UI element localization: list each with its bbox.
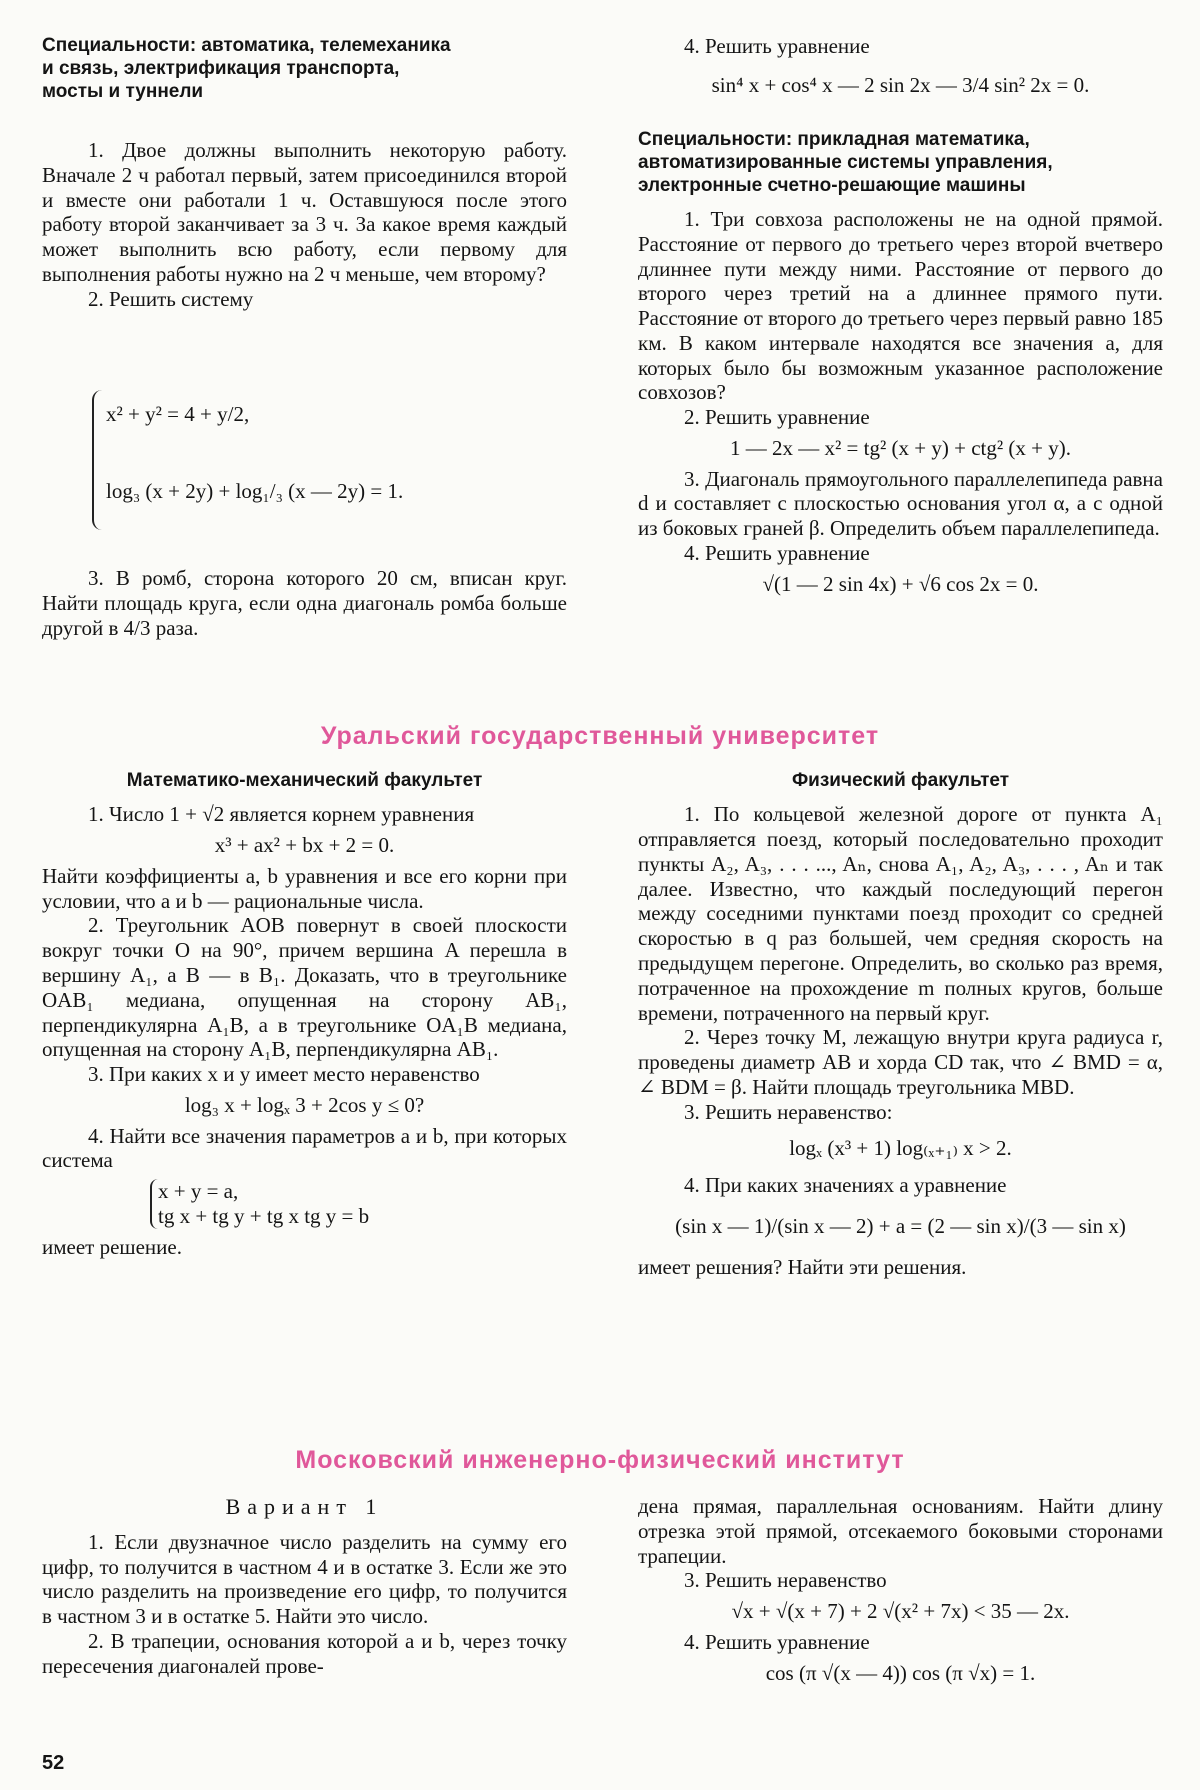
problem-text: 4. При каких значениях a уравнение [684,1173,1007,1198]
institute-title: Московский инженерно-физический институт [295,1446,905,1474]
section3-left-column [42,1494,567,1679]
problem-text: 2. Через точку M, лежащую внутри круга радиуса r, проведены диаметр AB и хорда CD так, что ∠ BMD = α, ∠ BDM = β. Найти площадь треугольника MBD. [638,1025,1163,1099]
equation: (sin x — 1)/(sin x — 2) + a = (2 — sin x)/(3 — sin x) [675,1213,1126,1238]
equation-line: log₃ (x + 2y) + log₁/₃ (x — 2y) = 1. [106,478,404,503]
equation: √(1 — 2 sin 4x) + √6 cos 2x = 0. [762,571,1039,596]
equation: cos (π √(x — 4)) cos (π √x) = 1. [765,1660,1036,1685]
section1-left-column [42,34,567,104]
problem-text: 3. При каких x и y имеет место неравенство [88,1062,480,1087]
problem-text: 3. Решить неравенство: [684,1099,893,1124]
inequality: log₃ x + logₓ 3 + 2cos y ≤ 0? [184,1092,425,1117]
section2-left-column [42,770,567,1259]
problem-text: 4. Решить уравнение [684,34,870,58]
inequality: logₓ (x³ + 1) log₍ₓ₊₁₎ x > 2. [789,1136,1012,1161]
problem-text: 1. Три совхоза расположены не на одной прямой. Расстояние от первого до третьего через второй вчетверо длиннее пути между ними. Расстояние от первого до второго через третий на a длиннее прямого пути. Расстояние от второго до третьего через первый равно 185 км. В каком интервале находятся все значения a, для которых было бы возможным указанное расположение совхозов? [638,207,1163,405]
problem-text: 3. Решить неравенство [684,1568,887,1593]
problem-text: 4. Решить уравнение [684,541,870,565]
problem-text: 3. В ромб, сторона которого 20 см, вписан круг. Найти площадь круга, если одна диагональ ромба больше другой в 4/3 раза. [42,566,567,640]
problem-text: имеет решение. [42,1234,182,1259]
equation: x³ + ax² + bx + 2 = 0. [214,833,395,858]
specialties-heading [638,128,1163,198]
problem-text: 1. Двое должны выполнить некоторую работу. Вначале 2 ч работал первый, затем присоединился второй и вместе они работали 1 ч. Оставшуюся после этого работу второй заканчивает за 3 ч. За какое время каждый может выполнить всю работу, если первому для выполнения работы нужно на 2 ч меньше, чем второму? [42,138,567,286]
equation-line: x + y = a, [158,1179,239,1204]
inequality: √x + √(x + 7) + 2 √(x² + 7x) < 35 — 2x. [731,1599,1070,1624]
faculty-heading: Физический факультет [791,770,1010,791]
problem-text: 1. Если двузначное число разделить на сумму его цифр, то получится в частном 4 и в остатке 3. Если же это число разделить на произведение его цифр, то получится в частном 3 и в остатке 5. Найти это число. [42,1529,567,1629]
spec-line: автоматизированные системы управления, [638,151,1053,173]
problem-text: 2. Решить уравнение [684,405,870,430]
problem-text: 3. Диагональ прямоугольного параллелепипеда равна d и составляет с плоскостью основания угол α, а с одной из боковых граней β. Определить объем параллелепипеда. [638,466,1163,541]
problem-text: имеет решения? Найти эти решения. [638,1254,967,1279]
section3-right-column [638,1494,1163,1691]
faculty-heading: Математико-механический факультет [126,770,483,791]
problem-text: 4. Найти все значения параметров a и b, при которых система [42,1123,567,1173]
problem-text: Найти коэффициенты a, b уравнения и все его корни при условии, что a и b — рациональные числа. [42,863,567,913]
section1-right-column [638,34,1163,603]
system-equations [92,390,546,530]
section2-right-column [638,770,1163,1279]
page-number: 52 [42,1752,65,1774]
problem-text: 1. Число 1 + √2 является корнем уравнения [88,802,475,827]
problem-text: 2. Треугольник AOB повернут в своей плоскости вокруг точки O на 90°, причем вершина A перешла в вершину A₁, а B — в B₁. Доказать, что в треугольнике OAB₁ медиана, опущенная на сторону AB₁, перпендикулярна A₁B, а в треугольнике OA₁B медиана, опущенная на сторону A₁B, перпендикулярна AB₁. [42,913,567,1062]
section1-left-problems [42,138,567,311]
spec-line: и связь, электрификация транспорта, [42,58,400,80]
equation: sin⁴ x + cos⁴ x — 2 sin 2x — 3/4 sin² 2x = 0. [711,72,1090,97]
university-title: Уральский государственный университет [320,722,880,750]
problem-text: 2. В трапеции, основания которой a и b, через точку пересечения диагоналей прове- [42,1629,567,1678]
equation-line: tg x + tg y + tg x tg y = b [158,1203,370,1228]
variant-heading: Вариант 1 [225,1494,384,1519]
problem-text: 4. Решить уравнение [684,1629,870,1654]
system-equations [150,1179,567,1229]
spec-line: мосты и туннели [42,81,204,103]
equation-line: x² + y² = 4 + y/2, [106,402,250,426]
spec-line: Специальности: автоматика, телемеханика [42,35,451,56]
specialties-heading [42,34,567,104]
spec-line: Специальности: прикладная математика, [638,128,1030,150]
section1-left-problem3 [42,566,567,640]
spec-line: электронные счетно-решающие машины [638,174,1026,196]
equation: 1 — 2x — x² = tg² (x + y) + ctg² (x + y). [730,435,1071,460]
problem-text: 2. Решить систему [88,286,254,311]
problem-text: 1. По кольцевой железной дороге от пункта A₁ отправляется поезд, который последовательно проходит пункты A₂, A₃, . . . ..., Aₙ, снова A₁, A₂, A₃, . . . , Aₙ и так далее. Известно, что каждый последующий перегон между соседними пунктами поезд проходит со средней скоростью в q раз большей, чем средняя скорость на предыдущем перегоне. Определить, во сколько раз время, потраченное на прохождение m полных кругов, больше времени, потраченного на первый круг. [638,802,1163,1025]
problem-text: дена прямая, параллельная основаниям. Найти длину отрезка этой прямой, отсекаемого боковыми сторонами трапеции. [638,1494,1163,1568]
